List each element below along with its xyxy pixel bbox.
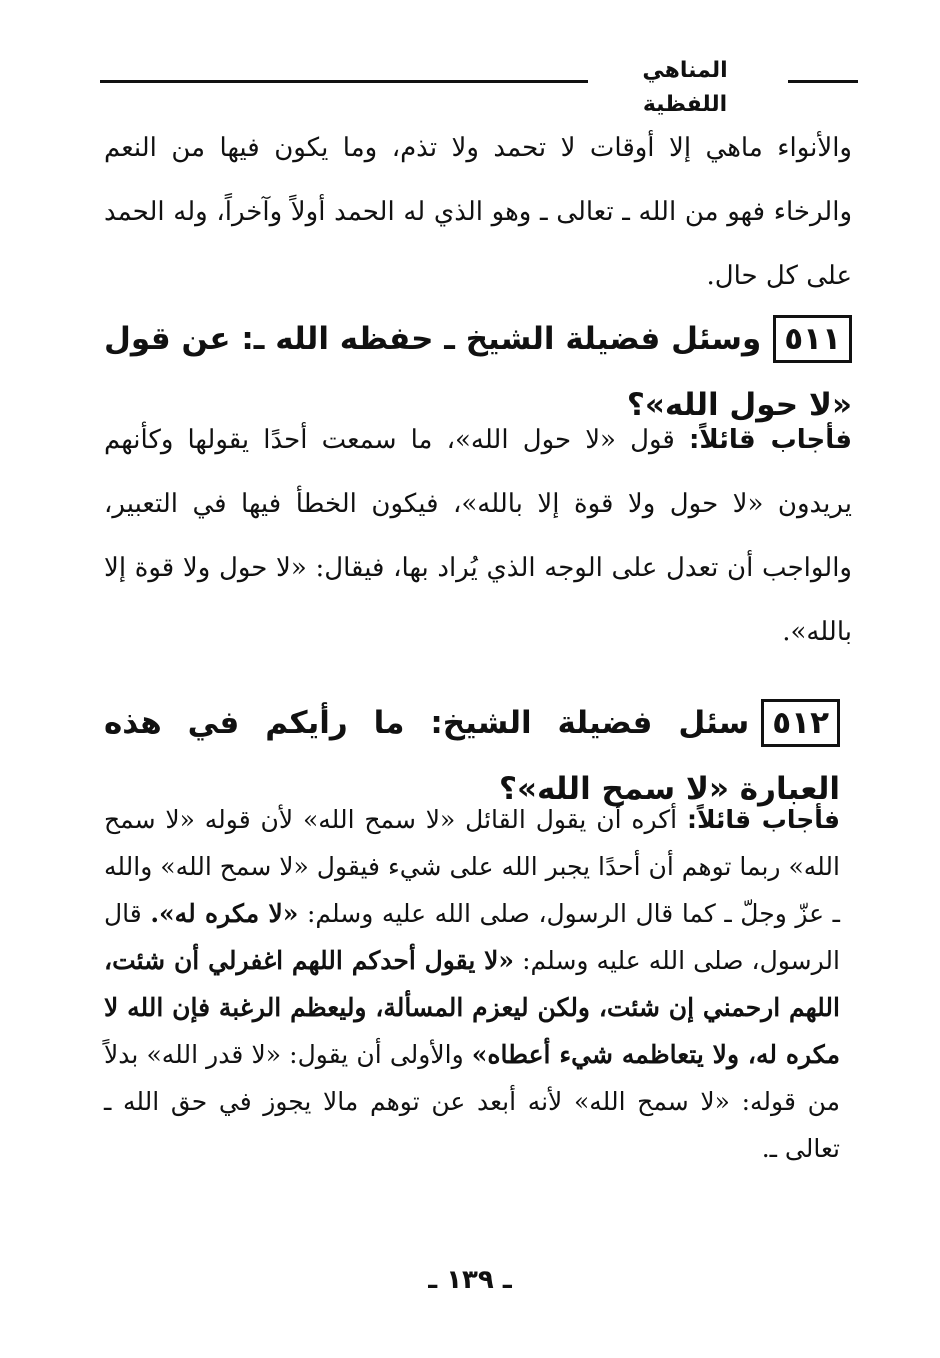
answer-511-paragraph: [104, 408, 852, 664]
answer-512-lead: فأجاب قائلاً:: [686, 805, 840, 834]
answer-512-hadith-quote: «لا يقول أحدكم اللهم اغفرلي أن شئت، اللهم ارحمني إن شئت، ولكن ليعزم المسألة، وليعظم الرغبة فإن الله لا مكره له، ولا يتعاظمه شيء أعطاه»: [104, 946, 840, 1069]
answer-512: [104, 796, 840, 1172]
answer-512-quote-1: «لا مكره له».: [150, 899, 299, 928]
header-rule: [100, 80, 588, 83]
running-header: [100, 52, 858, 117]
page-number: ـ ١٣٩ ـ: [428, 1265, 512, 1295]
answer-511: [104, 408, 852, 664]
answer-512-text-1: أكره أن يقول القائل «لا سمح الله» لأن قوله «لا سمح الله» ربما توهم أن أحدًا يجبر الله على شيء فيقول «لا سمح الله» والله ـ عزّ وجلّ ـ كما قال الرسول، صلى الله عليه وسلم:: [104, 805, 840, 928]
header-title: المناهي اللفظية: [642, 58, 728, 117]
question-number-511: ٥١١: [773, 315, 852, 363]
answer-512-text-3: والأولى أن يقول: «لا قدر الله» بدلاً من قوله: «لا سمح الله» لأنه أبعد عن توهم مالا يجوز في حق الله ـ تعالى ـ.: [104, 1040, 840, 1163]
question-512-text: سئل فضيلة الشيخ: ما رأيكم في هذه العبارة «لا سمح الله»؟: [104, 705, 840, 807]
answer-511-lead: فأجاب قائلاً:: [688, 425, 853, 455]
header-rule-short: [788, 80, 858, 83]
answer-511-text: قول «لا حول الله»، ما سمعت أحدًا يقولها وكأنهم يريدون «لا حول ولا قوة إلا بالله»، فيكون الخطأ فيها في التعبير، والواجب أن تعدل على الوجه الذي يُراد بها، فيقال: «لا حول ولا قوة إلا بالله».: [104, 425, 852, 647]
answer-512-text-2: قال الرسول، صلى الله عليه وسلم:: [104, 899, 840, 975]
question-511-text: وسئل فضيلة الشيخ ـ حفظه الله ـ: عن قول «لا حول الله»؟: [104, 321, 852, 423]
intro-paragraph: والأنواء ماهي إلا أوقات لا تحمد ولا تذم، وما يكون فيها من النعم والرخاء فهو من الله ـ تعالى ـ وهو الذي له الحمد أولاً وآخراً، وله الحمد على كل حال.: [104, 133, 852, 291]
intro-paragraph-block: [104, 116, 852, 308]
answer-512-paragraph: [104, 796, 840, 1172]
question-number-512: ٥١٢: [761, 699, 840, 747]
